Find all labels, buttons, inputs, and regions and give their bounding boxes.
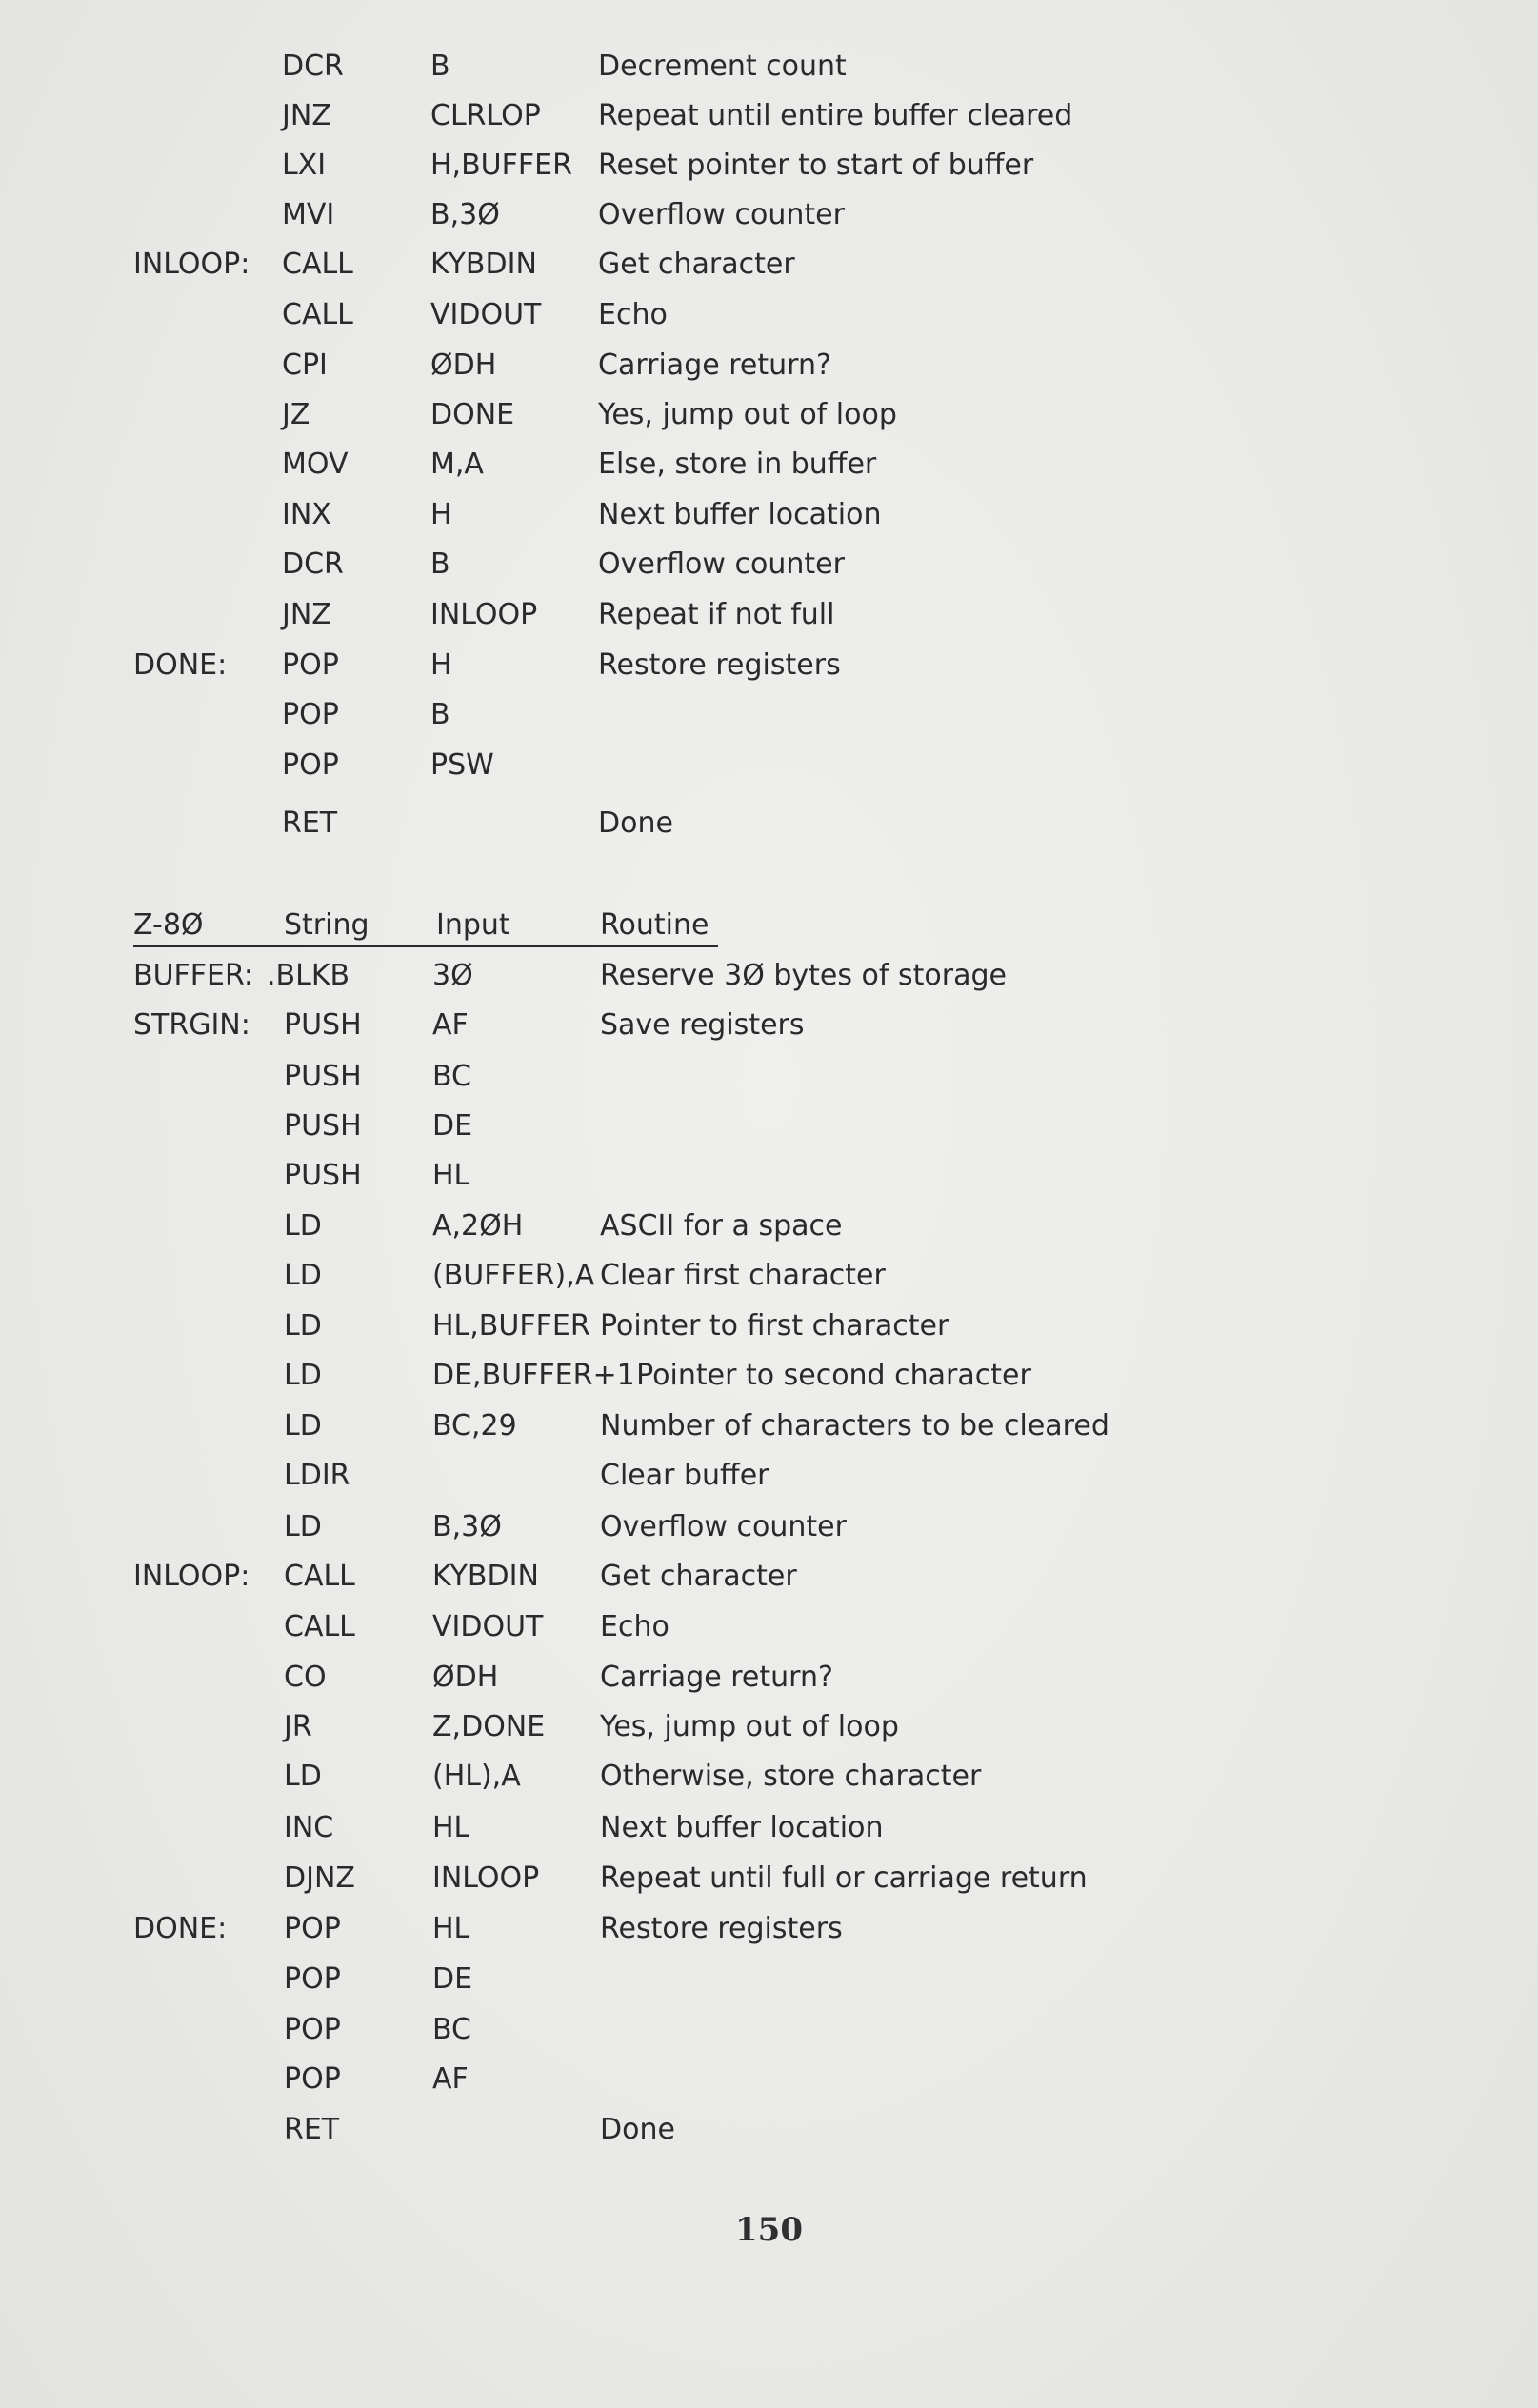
code-comment: Reset pointer to start of buffer bbox=[598, 149, 1034, 182]
code-line bbox=[0, 1506, 1538, 1548]
code-opcode: POP bbox=[284, 2013, 341, 2046]
code-operand: ØDH bbox=[430, 348, 497, 382]
code-comment: Yes, jump out of loop bbox=[600, 1710, 899, 1743]
code-line bbox=[0, 494, 1538, 536]
code-operand: ØDH bbox=[432, 1661, 499, 1694]
code-comment: Overflow counter bbox=[598, 547, 845, 581]
code-line bbox=[0, 1858, 1538, 1900]
code-comment: Restore registers bbox=[600, 1912, 843, 1945]
code-opcode: MOV bbox=[282, 448, 349, 481]
code-opcode: CPI bbox=[282, 348, 328, 382]
code-operand: VIDOUT bbox=[430, 298, 542, 331]
code-operand: INLOOP bbox=[430, 598, 538, 631]
code-line bbox=[0, 694, 1538, 736]
code-operand: DE bbox=[432, 1962, 473, 1996]
code-comment: Pointer to second character bbox=[600, 1359, 1031, 1392]
code-operand: BC bbox=[432, 1060, 472, 1093]
code-label: INLOOP: bbox=[133, 248, 250, 281]
code-operand: (BUFFER),A bbox=[432, 1259, 595, 1292]
code-comment: Clear first character bbox=[600, 1259, 886, 1292]
code-operand: AF bbox=[432, 1008, 469, 1042]
code-opcode: JR bbox=[284, 1710, 312, 1743]
code-line bbox=[0, 244, 1538, 286]
code-opcode: JNZ bbox=[282, 99, 331, 132]
code-line bbox=[0, 194, 1538, 236]
code-opcode: LD bbox=[284, 1409, 322, 1443]
code-comment: Next buffer location bbox=[598, 498, 882, 531]
code-label: BUFFER: bbox=[133, 959, 254, 992]
code-line bbox=[0, 2059, 1538, 2100]
code-opcode: CALL bbox=[282, 298, 353, 331]
code-operand: DE bbox=[432, 1109, 473, 1143]
code-label: STRGIN: bbox=[133, 1008, 250, 1042]
code-operand: H,BUFFER bbox=[430, 149, 572, 182]
code-line bbox=[0, 803, 1538, 845]
code-operand: VIDOUT bbox=[432, 1610, 544, 1643]
code-line bbox=[0, 1756, 1538, 1798]
code-opcode: LD bbox=[284, 1309, 322, 1343]
code-opcode: PUSH bbox=[284, 1060, 362, 1093]
code-line bbox=[0, 2009, 1538, 2051]
code-operand: HL bbox=[432, 1912, 470, 1945]
code-line bbox=[0, 955, 1538, 997]
code-opcode: POP bbox=[284, 2062, 341, 2096]
code-operand: H bbox=[430, 498, 452, 531]
code-operand: PSW bbox=[430, 748, 494, 782]
code-line bbox=[0, 1205, 1538, 1247]
code-comment: Yes, jump out of loop bbox=[598, 398, 897, 431]
code-operand: A,2ØH bbox=[432, 1209, 524, 1243]
code-opcode: INC bbox=[284, 1811, 334, 1844]
code-line bbox=[0, 1908, 1538, 1950]
code-line bbox=[0, 1005, 1538, 1046]
code-comment: Overflow counter bbox=[600, 1510, 847, 1543]
code-opcode: LD bbox=[284, 1510, 322, 1543]
code-line bbox=[0, 46, 1538, 88]
heading-cell: Input bbox=[436, 908, 510, 942]
code-line bbox=[0, 594, 1538, 636]
code-line bbox=[0, 1155, 1538, 1197]
code-opcode: POP bbox=[282, 748, 339, 782]
code-operand: HL,BUFFER bbox=[432, 1309, 590, 1343]
code-comment: Number of characters to be cleared bbox=[600, 1409, 1109, 1443]
page-number: 150 bbox=[735, 2211, 803, 2249]
code-opcode: INX bbox=[282, 498, 331, 531]
code-opcode: CALL bbox=[282, 248, 353, 281]
code-operand: KYBDIN bbox=[430, 248, 537, 281]
code-line bbox=[0, 95, 1538, 137]
code-opcode: MVI bbox=[282, 198, 335, 231]
code-line bbox=[0, 1606, 1538, 1648]
code-line bbox=[0, 145, 1538, 187]
code-operand: HL bbox=[432, 1159, 470, 1192]
code-line bbox=[0, 1255, 1538, 1297]
code-comment: Otherwise, store character bbox=[600, 1760, 982, 1793]
code-opcode: LD bbox=[284, 1760, 322, 1793]
code-comment: Pointer to first character bbox=[600, 1309, 949, 1343]
code-line bbox=[0, 544, 1538, 586]
code-opcode: CALL bbox=[284, 1610, 355, 1643]
code-comment: Carriage return? bbox=[600, 1661, 833, 1694]
code-comment: Overflow counter bbox=[598, 198, 845, 231]
code-opcode: POP bbox=[284, 1962, 341, 1996]
code-opcode: LDIR bbox=[284, 1459, 350, 1492]
code-line bbox=[0, 1105, 1538, 1147]
code-opcode: .BLKB bbox=[267, 959, 350, 992]
code-operand: 3Ø bbox=[432, 959, 473, 992]
code-comment: Get character bbox=[598, 248, 795, 281]
code-operand: H bbox=[430, 648, 452, 682]
code-operand: B bbox=[430, 50, 450, 83]
code-operand: DONE bbox=[430, 398, 515, 431]
code-label: DONE: bbox=[133, 1912, 228, 1945]
code-operand: Z,DONE bbox=[432, 1710, 546, 1743]
code-operand: M,A bbox=[430, 448, 484, 481]
code-line bbox=[0, 645, 1538, 687]
code-comment: Get character bbox=[600, 1560, 797, 1593]
code-opcode: PUSH bbox=[284, 1159, 362, 1192]
code-line bbox=[0, 1706, 1538, 1748]
code-line bbox=[0, 1405, 1538, 1447]
code-opcode: PUSH bbox=[284, 1109, 362, 1143]
code-opcode: LD bbox=[284, 1259, 322, 1292]
z80-section-heading bbox=[133, 905, 724, 946]
code-line bbox=[0, 1305, 1538, 1347]
code-line bbox=[0, 294, 1538, 336]
code-comment: Else, store in buffer bbox=[598, 448, 877, 481]
code-opcode: PUSH bbox=[284, 1008, 362, 1042]
code-label: DONE: bbox=[133, 648, 228, 682]
code-comment: Clear buffer bbox=[600, 1459, 769, 1492]
code-line bbox=[0, 394, 1538, 436]
code-line bbox=[0, 1959, 1538, 2000]
code-comment: Repeat until entire buffer cleared bbox=[598, 99, 1073, 132]
code-comment: Echo bbox=[598, 298, 668, 331]
code-line bbox=[0, 444, 1538, 486]
heading-cell: Z-8Ø bbox=[133, 908, 204, 942]
code-operand: B bbox=[430, 547, 450, 581]
code-line bbox=[0, 1657, 1538, 1699]
code-opcode: LXI bbox=[282, 149, 327, 182]
code-comment: ASCII for a space bbox=[600, 1209, 843, 1243]
code-comment: Repeat if not full bbox=[598, 598, 835, 631]
code-opcode: CALL bbox=[284, 1560, 355, 1593]
code-operand: HL bbox=[432, 1811, 470, 1844]
code-opcode: DCR bbox=[282, 50, 344, 83]
code-line bbox=[0, 2109, 1538, 2151]
heading-cell: String bbox=[284, 908, 370, 942]
code-line bbox=[0, 1556, 1538, 1598]
code-line bbox=[0, 1455, 1538, 1497]
code-comment: Save registers bbox=[600, 1008, 805, 1042]
code-comment: Restore registers bbox=[598, 648, 841, 682]
code-operand: AF bbox=[432, 2062, 469, 2096]
code-comment: Done bbox=[598, 806, 673, 840]
code-comment: Done bbox=[600, 2113, 675, 2146]
code-line bbox=[0, 745, 1538, 786]
code-line bbox=[0, 1056, 1538, 1098]
code-opcode: JZ bbox=[282, 398, 310, 431]
code-label: INLOOP: bbox=[133, 1560, 250, 1593]
heading-underline bbox=[133, 945, 718, 947]
code-opcode: LD bbox=[284, 1359, 322, 1392]
code-comment: Next buffer location bbox=[600, 1811, 884, 1844]
code-operand: BC,29 bbox=[432, 1409, 517, 1443]
code-line bbox=[0, 345, 1538, 387]
code-opcode: RET bbox=[284, 2113, 340, 2146]
code-opcode: RET bbox=[282, 806, 338, 840]
code-opcode: DJNZ bbox=[284, 1861, 355, 1895]
code-operand: B,3Ø bbox=[432, 1510, 502, 1543]
code-comment: Reserve 3Ø bytes of storage bbox=[600, 959, 1007, 992]
code-opcode: CO bbox=[284, 1661, 327, 1694]
code-operand: KYBDIN bbox=[432, 1560, 539, 1593]
code-operand: B,3Ø bbox=[430, 198, 500, 231]
code-operand: (HL),A bbox=[432, 1760, 521, 1793]
code-comment: Echo bbox=[600, 1610, 669, 1643]
code-operand: DE,BUFFER+1 bbox=[432, 1359, 635, 1392]
code-opcode: POP bbox=[282, 698, 339, 731]
code-opcode: POP bbox=[282, 648, 339, 682]
code-line bbox=[0, 1355, 1538, 1397]
code-comment: Repeat until full or carriage return bbox=[600, 1861, 1088, 1895]
code-operand: INLOOP bbox=[432, 1861, 540, 1895]
code-operand: BC bbox=[432, 2013, 472, 2046]
code-opcode: JNZ bbox=[282, 598, 331, 631]
code-line bbox=[0, 1807, 1538, 1849]
code-comment: Decrement count bbox=[598, 50, 847, 83]
heading-cell: Routine bbox=[600, 908, 709, 942]
code-comment: Carriage return? bbox=[598, 348, 831, 382]
code-operand: CLRLOP bbox=[430, 99, 541, 132]
code-opcode: POP bbox=[284, 1912, 341, 1945]
code-opcode: LD bbox=[284, 1209, 322, 1243]
code-opcode: DCR bbox=[282, 547, 344, 581]
code-operand: B bbox=[430, 698, 450, 731]
